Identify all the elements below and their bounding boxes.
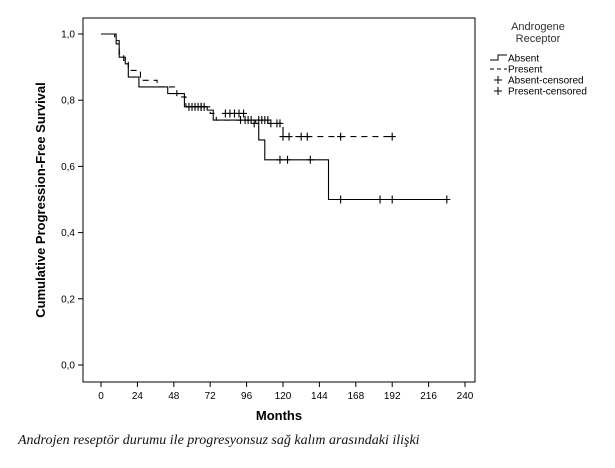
legend bbox=[490, 21, 587, 98]
y-tick-label: 1,0 bbox=[61, 29, 75, 41]
x-tick-label: 48 bbox=[168, 391, 180, 402]
x-tick-label: 192 bbox=[383, 391, 401, 402]
censor-mark-absent bbox=[284, 156, 291, 164]
y-tick-label: 0,0 bbox=[61, 360, 75, 372]
x-tick-label: 144 bbox=[311, 391, 328, 402]
censor-mark-absent bbox=[377, 196, 384, 204]
x-tick-label: 24 bbox=[131, 391, 143, 402]
x-tick-label: 216 bbox=[420, 391, 437, 402]
censor-mark-present bbox=[389, 133, 396, 141]
legend-title-line: Androgene bbox=[511, 21, 565, 33]
censor-mark-absent bbox=[389, 196, 396, 204]
censor-mark-present bbox=[280, 133, 287, 141]
legend-swatch-cross bbox=[494, 87, 502, 95]
censor-mark-present bbox=[240, 109, 247, 117]
legend-title-line: Receptor bbox=[515, 33, 561, 45]
x-tick-label: 96 bbox=[241, 391, 253, 402]
censor-mark-absent bbox=[307, 156, 314, 164]
legend-swatch-solid bbox=[490, 55, 507, 60]
legend-label: Present-censored bbox=[508, 86, 587, 98]
x-tick-label: 240 bbox=[456, 391, 474, 402]
censor-mark-absent bbox=[276, 156, 283, 164]
legend-label: Absent bbox=[508, 53, 540, 65]
censor-mark-absent bbox=[443, 196, 450, 204]
censor-mark-present bbox=[298, 133, 305, 141]
x-tick-label: 168 bbox=[347, 391, 365, 402]
censor-mark-absent bbox=[337, 196, 344, 204]
figure-caption: Androjen reseptör durumu ile progresyonsuz sağ kalım arasındaki ilişki bbox=[18, 433, 420, 448]
censor-mark-present bbox=[337, 133, 344, 141]
x-tick-label: 0 bbox=[98, 391, 104, 402]
series-absent-curve bbox=[101, 34, 450, 200]
x-axis-title: Months bbox=[255, 408, 303, 423]
censor-mark-present bbox=[192, 103, 199, 111]
x-tick-label: 120 bbox=[274, 391, 292, 402]
y-tick-label: 0,6 bbox=[61, 161, 75, 173]
censor-mark-present bbox=[286, 133, 293, 141]
y-tick-label: 0,8 bbox=[61, 95, 75, 107]
y-tick-label: 0,4 bbox=[61, 228, 75, 240]
axes bbox=[33, 18, 475, 423]
legend-swatch-cross bbox=[494, 76, 502, 84]
censor-mark-present bbox=[276, 119, 283, 127]
x-tick-label: 72 bbox=[204, 391, 216, 402]
plot-area bbox=[101, 34, 450, 204]
censor-mark-present bbox=[304, 133, 311, 141]
y-tick-label: 0,2 bbox=[61, 294, 75, 306]
y-axis-title: Cumulative Progression-Free Survival bbox=[33, 82, 48, 318]
legend-title bbox=[511, 21, 565, 45]
legend-label: Absent-censored bbox=[508, 75, 584, 87]
censor-mark-present bbox=[198, 103, 205, 111]
censor-mark-present bbox=[185, 103, 192, 111]
legend-label: Present bbox=[508, 64, 543, 76]
